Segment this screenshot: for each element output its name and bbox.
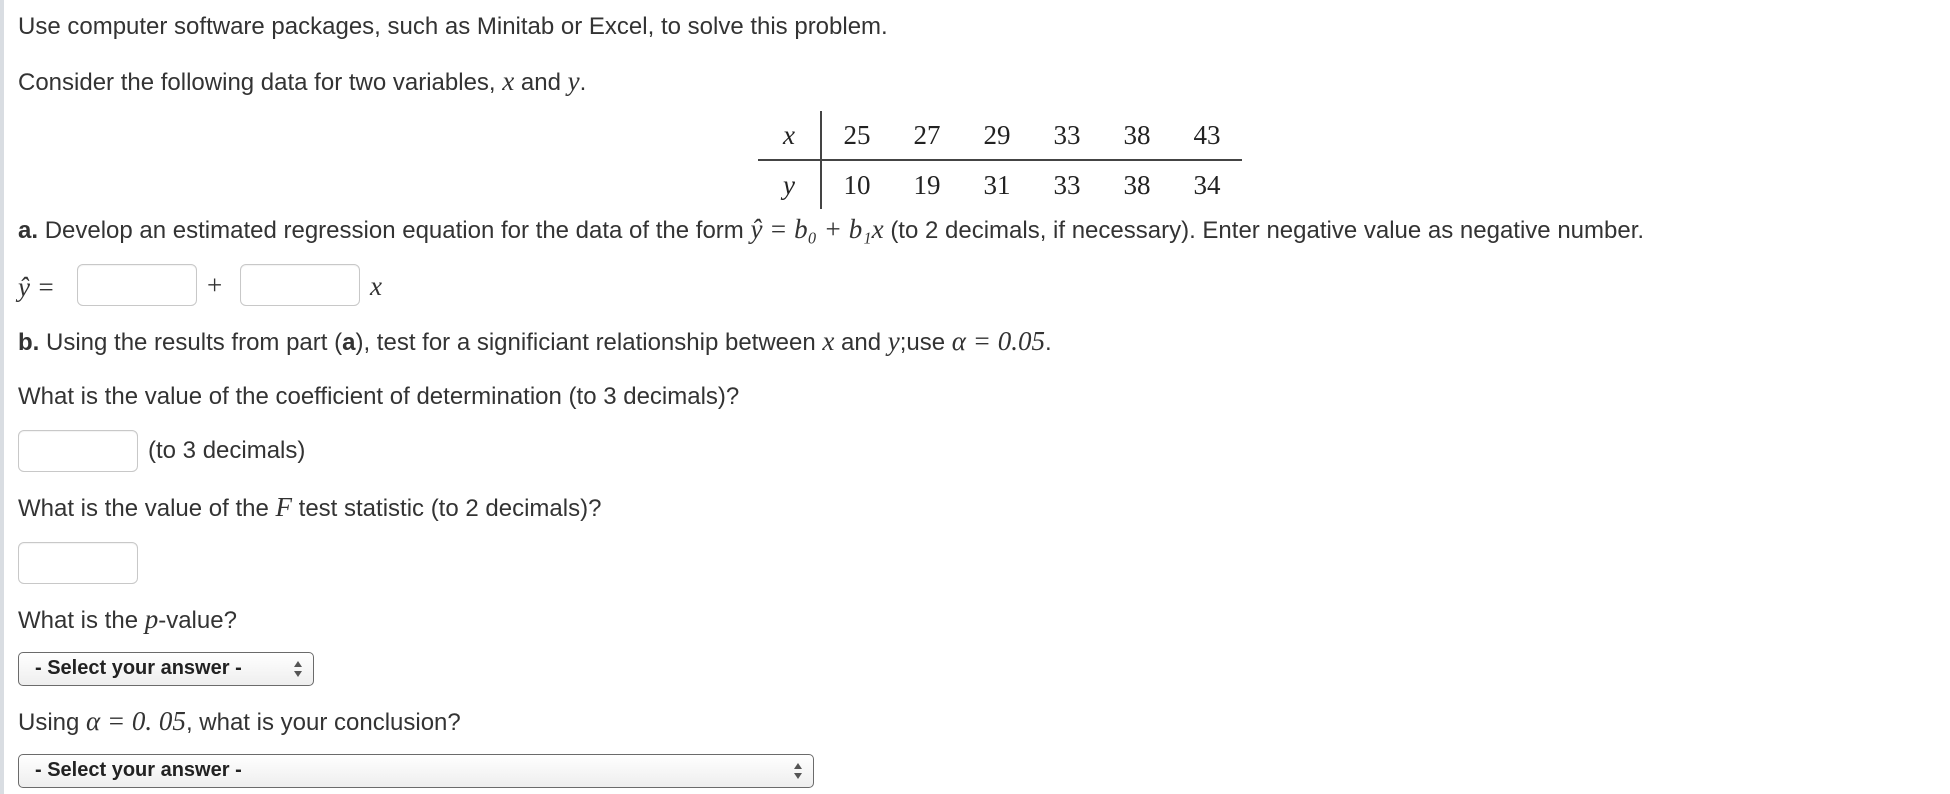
table-header-x: x xyxy=(758,111,821,160)
var-y: y xyxy=(567,66,580,96)
question-conclusion: Using α = 0. 05, what is your conclusion? xyxy=(18,706,461,736)
table-cell: 33 xyxy=(1053,169,1081,200)
question-coef: What is the value of the coefficient of determination (to 3 decimals)? xyxy=(18,383,740,410)
question-p: What is the p-value? xyxy=(18,604,237,634)
part-b-label: b. xyxy=(18,329,40,356)
plus-sign: + xyxy=(207,270,223,300)
table-cell: 31 xyxy=(983,169,1011,200)
table-cell: 38 xyxy=(1102,111,1172,160)
table-cell: 43 xyxy=(1172,111,1242,160)
coef-suffix: (to 3 decimals) xyxy=(148,437,306,464)
table-cell: 27 xyxy=(892,111,962,160)
regression-form: ŷ = b₀ + b₁x xyxy=(750,214,884,244)
x-suffix: x xyxy=(370,271,382,301)
table-cell: 38 xyxy=(1123,169,1151,200)
select-arrows-icon xyxy=(292,656,304,682)
part-a-label: a. xyxy=(18,217,39,244)
intro-text: Use computer software packages, such as Minitab or Excel, to solve this problem. xyxy=(18,13,888,40)
table-cell: 25 xyxy=(821,111,892,160)
question-f: What is the value of the F test statistic (to 2 decimals)? xyxy=(18,492,602,522)
select-arrows-icon xyxy=(792,758,804,784)
table-cell: 33 xyxy=(1032,111,1102,160)
part-b-text: b. Using the results from part (a), test for a significiant relationship between x and y;use α = 0.05. xyxy=(18,326,1052,356)
conclusion-select[interactable]: - Select your answer - xyxy=(18,754,814,788)
alpha-value: α = 0.05 xyxy=(951,326,1045,356)
var-x: x xyxy=(502,66,515,96)
p-value-select[interactable]: - Select your answer - xyxy=(18,652,314,686)
table-cell: 10 xyxy=(843,169,871,200)
table-cell: 34 xyxy=(1193,169,1221,200)
left-border xyxy=(0,0,4,794)
f-statistic-input[interactable] xyxy=(18,542,138,584)
table-cell: 19 xyxy=(913,169,941,200)
consider-text: Consider the following data for two variables, x and y. xyxy=(18,66,587,96)
part-a-text: a. Develop an estimated regression equation for the data of the form ŷ = b₀ + b₁x (to 2 decimals, if necessary). Enter negative value as negative number. xyxy=(18,214,1645,244)
table-header-y: y xyxy=(758,160,821,209)
intercept-input[interactable] xyxy=(77,264,197,306)
eq-lhs: ŷ = xyxy=(18,272,55,302)
data-table xyxy=(758,111,1242,209)
slope-input[interactable] xyxy=(240,264,360,306)
table-cell: 29 xyxy=(962,111,1032,160)
table-row-x xyxy=(758,111,1242,160)
table-row-y xyxy=(758,160,1242,209)
coef-determination-input[interactable] xyxy=(18,430,138,472)
